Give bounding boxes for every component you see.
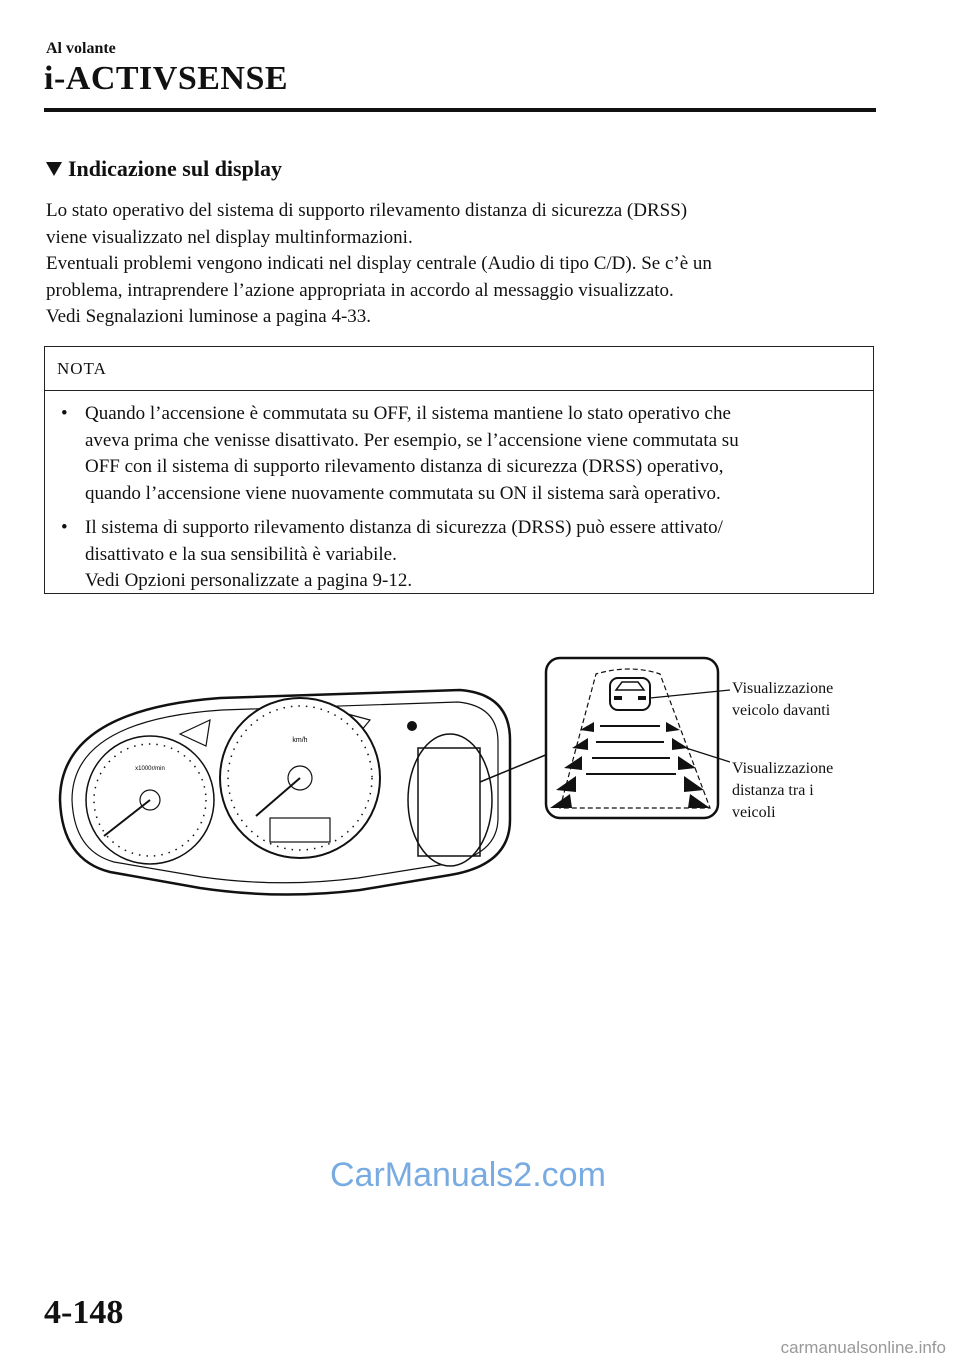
indicator-dot	[407, 721, 417, 731]
paragraph-line: problema, intraprendere l’azione appropriata in accordo al messaggio visualizzato.	[46, 279, 674, 301]
note-list	[45, 391, 873, 595]
note-line: aveva prima che venisse disattivato. Per esempio, se l’accensione viene commutata su	[85, 429, 739, 451]
tacho-unit-label: x1000r/min	[135, 766, 165, 772]
watermark-text: CarManuals2.com	[330, 1156, 606, 1194]
body-paragraph	[46, 198, 876, 331]
car-ahead-icon	[610, 678, 650, 710]
chapter-label: Al volante	[46, 40, 116, 57]
callout-car-ahead	[732, 678, 833, 722]
instrument-cluster-figure	[40, 650, 880, 910]
paragraph-line: Lo stato operativo del sistema di supporto rilevamento distanza di sicurezza (DRSS)	[46, 200, 688, 221]
note-item	[61, 401, 857, 507]
callout-line-text: veicolo davanti	[732, 702, 831, 719]
note-line: Quando l’accensione è commutata su OFF, il sistema mantiene lo stato operativo che	[85, 403, 731, 424]
bullet-icon: •	[61, 403, 68, 424]
callout-line-text: distanza tra i	[732, 782, 814, 799]
site-watermark: carmanualsonline.info	[780, 1338, 946, 1357]
note-title: NOTA	[45, 347, 873, 391]
callout-line-text: Visualizzazione	[732, 760, 834, 777]
speedo-unit-label: km/h	[292, 737, 308, 744]
bullet-icon: •	[61, 517, 68, 538]
note-box	[44, 346, 874, 594]
callout-distance	[732, 758, 833, 824]
paragraph-line: viene visualizzato nel display multinformazioni.	[46, 226, 413, 248]
note-line: OFF con il sistema di supporto rilevamento distanza di sicurezza (DRSS) operativo,	[85, 456, 724, 477]
note-line: Vedi Opzioni personalizzate a pagina 9-12.	[85, 570, 413, 591]
subsection-heading	[46, 156, 282, 182]
triangle-down-icon	[46, 162, 62, 176]
car-ahead-lamp	[638, 696, 646, 700]
paragraph-line: Eventuali problemi vengono indicati nel display centrale (Audio di tipo C/D). Se c’è un	[46, 253, 712, 274]
note-item	[61, 515, 857, 595]
callout-line-text: Visualizzazione	[732, 680, 834, 697]
page-number: 4-148	[44, 1294, 124, 1331]
car-ahead-lamp	[614, 696, 622, 700]
note-line: Il sistema di supporto rilevamento distanza di sicurezza (DRSS) può essere attivato/	[85, 517, 723, 538]
note-line: quando l’accensione viene nuovamente commutata su ON il sistema sarà operativo.	[85, 482, 721, 504]
section-title: i-ACTIVSENSE	[44, 60, 289, 97]
note-line: disattivato e la sua sensibilità è variabile.	[85, 543, 397, 565]
subsection-heading-text: Indicazione sul display	[68, 156, 282, 181]
paragraph-line: Vedi Segnalazioni luminose a pagina 4-33.	[46, 306, 372, 327]
header-rule	[44, 108, 876, 112]
callout-line-text: veicoli	[732, 804, 776, 821]
